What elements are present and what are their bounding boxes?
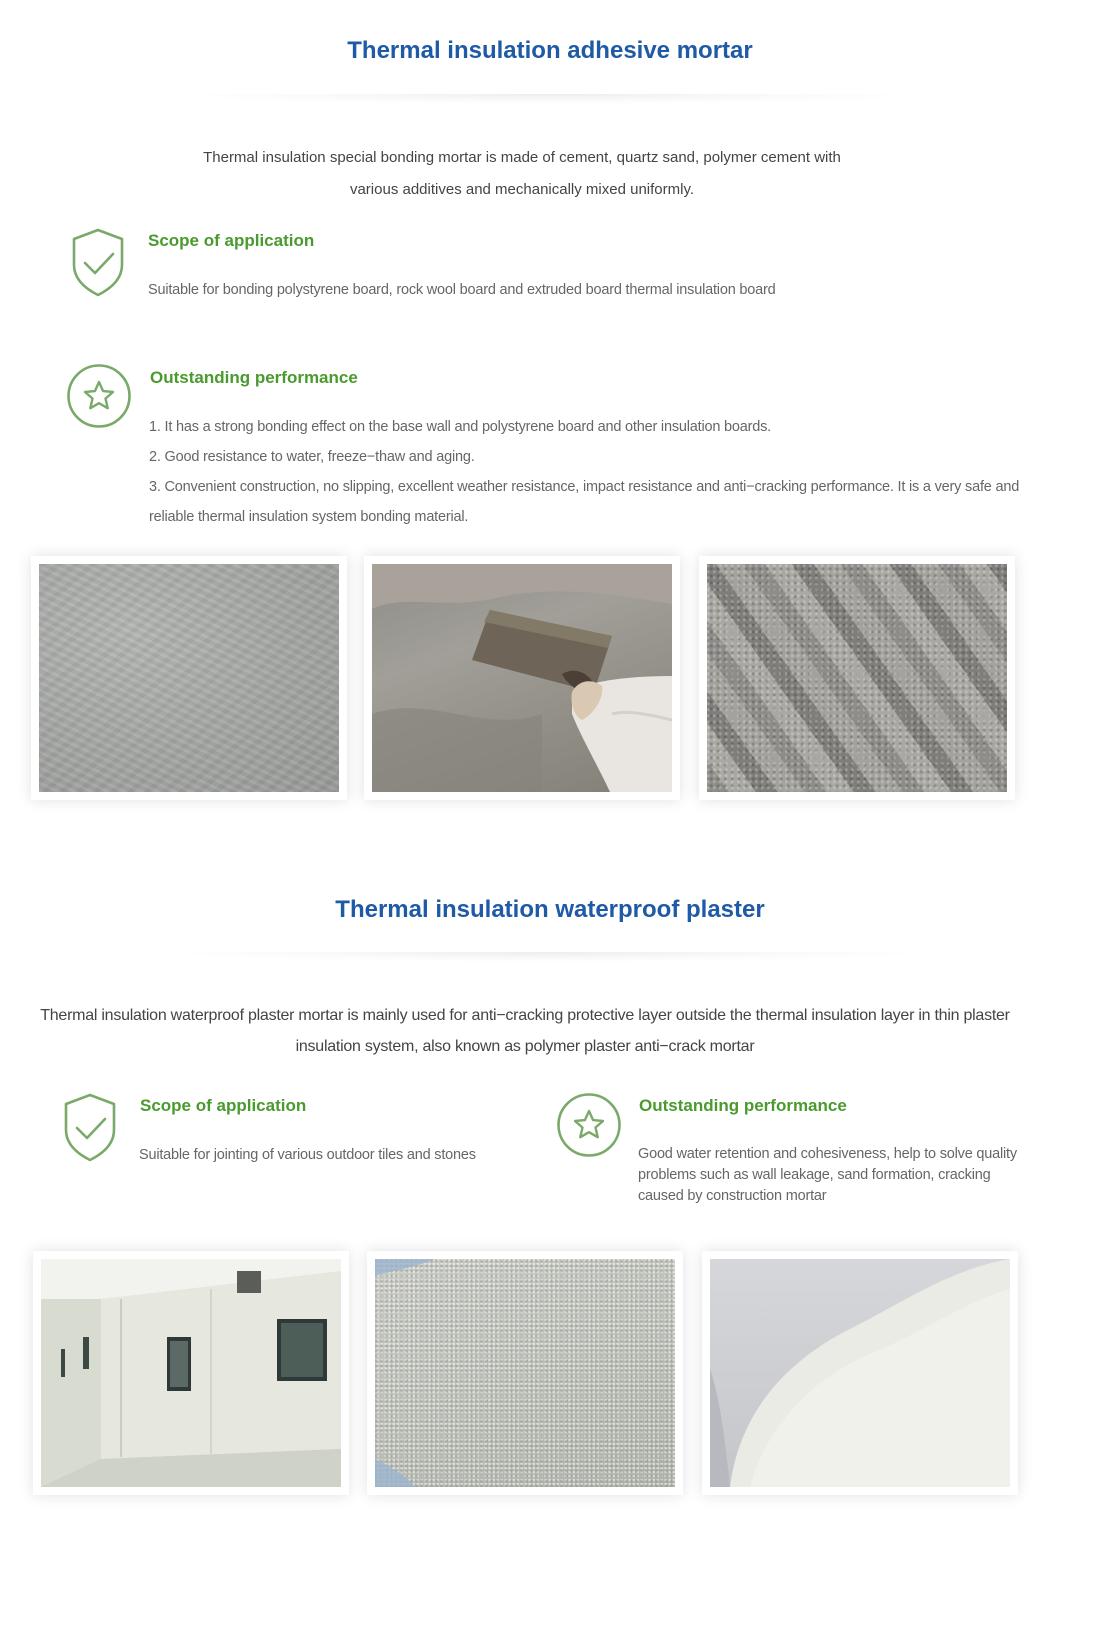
star-circle-icon	[556, 1092, 622, 1158]
photo-card-smooth-wall	[31, 556, 347, 800]
photo-gray-mortar-powder	[707, 564, 1007, 792]
section2-title: Thermal insulation waterproof plaster	[335, 896, 765, 923]
section2-intro-line2: insulation system, also known as polymer plaster anti−crack mortar	[295, 1038, 755, 1055]
section2-performance-heading: Outstanding performance	[639, 1096, 847, 1115]
section2-performance-text	[638, 1144, 1058, 1207]
white-powder-illustration	[710, 1259, 1010, 1487]
section2-scope-text: Suitable for jointing of various outdoor tiles and stones	[139, 1147, 476, 1163]
photo-card-trowel	[364, 556, 680, 800]
section2-scope-heading: Scope of application	[140, 1096, 307, 1115]
star-circle-icon	[66, 363, 132, 429]
section2-intro	[10, 1000, 1040, 1062]
section1-title-divider	[170, 94, 930, 104]
shield-check-icon	[62, 1092, 118, 1162]
cleanroom-illustration	[41, 1259, 341, 1487]
section1-title: Thermal insulation adhesive mortar	[347, 37, 753, 64]
section1-intro-line1: Thermal insulation special bonding mortar is made of cement, quartz sand, polymer cement with	[203, 149, 841, 166]
photo-clean-room-corridor	[41, 1259, 341, 1487]
section1-scope-heading: Scope of application	[148, 231, 315, 250]
photo-light-gray-powder	[375, 1259, 675, 1487]
trowel-illustration	[372, 564, 672, 792]
photo-white-powder	[710, 1259, 1010, 1487]
section2-performance-line1: Good water retention and cohesiveness, help to solve quality	[638, 1146, 1017, 1162]
section1-performance-heading: Outstanding performance	[150, 368, 358, 387]
section1-intro-line2: various additives and mechanically mixed uniformly.	[349, 181, 695, 198]
photo-trowel-plastering	[372, 564, 672, 792]
list-item: 2. Good resistance to water, freeze−thaw and aging.	[149, 449, 475, 465]
section2-performance-line2: problems such as wall leakage, sand formation, cracking	[638, 1167, 991, 1183]
photo-card-powder	[699, 556, 1015, 800]
list-item: 1. It has a strong bonding effect on the base wall and polystyrene board and other insulation boards.	[149, 419, 771, 435]
section1-performance-list	[149, 412, 1049, 532]
shield-check-icon	[70, 227, 126, 297]
section2-intro-line1: Thermal insulation waterproof plaster mortar is mainly used for anti−cracking protective layer outside the thermal insulation layer in thin plaster	[40, 1007, 1010, 1024]
section2-title-divider	[170, 952, 930, 962]
section2-performance-line3: caused by construction mortar	[638, 1188, 827, 1204]
photo-smooth-mortar-wall	[39, 564, 339, 792]
list-item: reliable thermal insulation system bonding material.	[149, 509, 469, 525]
section1-intro	[100, 142, 944, 206]
photo-card-cleanroom	[33, 1251, 349, 1495]
photo-card-white-powder	[702, 1251, 1018, 1495]
list-item: 3. Convenient construction, no slipping, excellent weather resistance, impact resistance and anti−cracking performance. It is a very safe and	[149, 479, 1020, 495]
section1-scope-text: Suitable for bonding polystyrene board, rock wool board and extruded board thermal insulation board	[148, 282, 776, 298]
photo-card-light-powder	[367, 1251, 683, 1495]
powder-corner-illustration	[375, 1259, 675, 1487]
